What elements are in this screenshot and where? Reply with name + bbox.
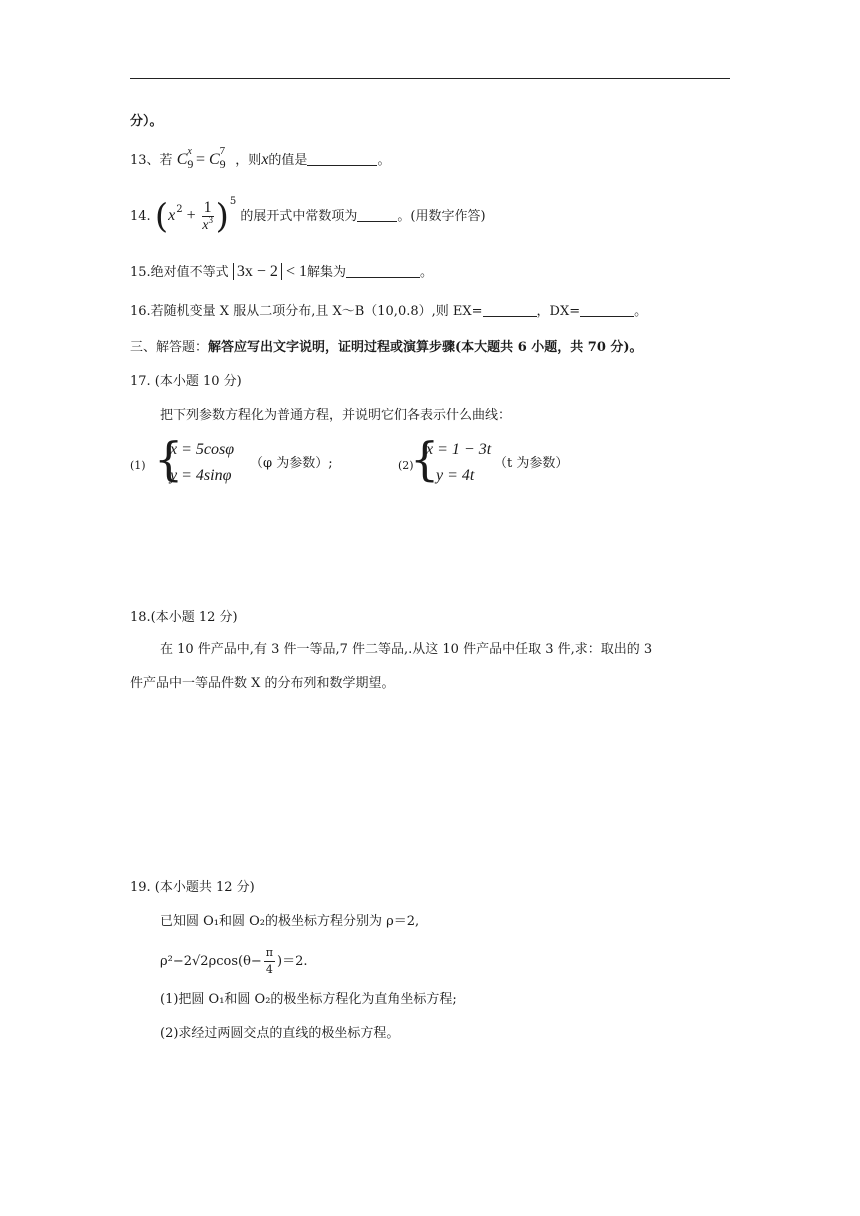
q18-line2: 件产品中一等品件数 X 的分布列和数学期望。 xyxy=(130,676,395,691)
q17-part1-eq1: x = 5cosφ xyxy=(170,441,235,458)
q13-end: 。 xyxy=(377,153,391,168)
q19-header: 19. (本小题共 12 分) xyxy=(130,880,255,895)
q17-part2-eq1: x = 1 − 3t xyxy=(426,441,492,458)
q16-text: 16.若随机变量 X 服从二项分布,且 X～B（10,0.8）,则 EX= xyxy=(130,304,483,319)
q13-suffix: 的值是 xyxy=(268,153,308,168)
question-16 xyxy=(130,302,647,322)
header-rule xyxy=(130,78,730,79)
section-3-instructions: 解答应写出文字说明，证明过程或演算步骤(本大题共 6 小题，共 70 分)。 xyxy=(208,340,643,355)
q18-header: 18.(本小题 12 分) xyxy=(130,610,238,625)
q16-mid: ，DX= xyxy=(536,304,581,319)
q14-tail: 。(用数字作答) xyxy=(397,209,486,224)
q17-part2-label: (2) xyxy=(398,459,414,472)
q17-part2-param: （t 为参数） xyxy=(494,456,569,471)
section-3-heading xyxy=(130,338,643,358)
q15-abs-expr: 3x − 2 xyxy=(233,263,282,280)
q19-four: 4 xyxy=(265,963,273,976)
q14-fraction: $\frac{1}{x^3}$ xyxy=(202,198,213,233)
q13-answer-blank[interactable] xyxy=(307,151,377,166)
q19-eq-left: ρ²−2√2ρcos(θ− xyxy=(160,954,262,969)
q19-item2: (2)求经过两圆交点的直线的极坐标方程。 xyxy=(160,1026,400,1041)
q17-part2-brace: { xyxy=(410,432,440,486)
q18-line1: 在 10 件产品中,有 3 件一等品,7 件二等品,.从这 10 件产品中任取 3 件,求：取出的 3 xyxy=(160,642,653,657)
section-3-label: 三、解答题： xyxy=(130,340,209,355)
q13-var: x xyxy=(261,151,269,168)
q14-number: 14. xyxy=(130,209,151,224)
question-13: 13、若 $C9^x = C9^7$ ，则x的值是 。 xyxy=(130,145,391,171)
q15-tail: 解集为 xyxy=(307,265,347,280)
question-14: 14. ($x^2$ + $\frac{1}{x^3}$ )$^5$ 的展开式中常数项为 。(用数字作答) xyxy=(130,196,486,237)
q15-end: 。 xyxy=(420,265,434,280)
q15-rhs: < 1 xyxy=(286,263,308,280)
q17-part1-eq2: y = 4sinφ xyxy=(170,467,232,484)
q19-pi: π xyxy=(264,945,275,962)
q13-mid: ，则 xyxy=(235,153,262,168)
q13-prefix: 13、若 xyxy=(130,153,173,168)
question-15 xyxy=(130,262,433,283)
q14-text: 的展开式中常数项为 xyxy=(240,209,358,224)
q15-text: 15.绝对值不等式 xyxy=(130,265,229,280)
q16-dx-blank[interactable] xyxy=(580,302,634,317)
q14-answer-blank[interactable] xyxy=(357,207,397,222)
q17-header: 17. (本小题 10 分) xyxy=(130,374,242,389)
q17-part2-eq2: y = 4t xyxy=(436,467,475,484)
q15-answer-blank[interactable] xyxy=(346,263,420,278)
q19-item1: (1)把圆 O₁和圆 O₂的极坐标方程化为直角坐标方程; xyxy=(160,992,457,1007)
q16-end: 。 xyxy=(634,304,648,319)
q17-part1-label: (1) xyxy=(130,459,146,472)
q17-part1-brace: { xyxy=(154,432,184,486)
top-fragment: 分）。 xyxy=(130,114,163,129)
q19-pi-over-4 xyxy=(264,945,275,978)
q19-eq-right: )＝2. xyxy=(277,954,308,969)
q19-line2 xyxy=(160,944,308,980)
q17-part1-param: （φ 为参数）; xyxy=(250,456,333,471)
q17-intro: 把下列参数方程化为普通方程，并说明它们各表示什么曲线： xyxy=(160,408,512,423)
q19-line1: 已知圆 O₁和圆 O₂的极坐标方程分别为 ρ＝2, xyxy=(160,914,420,929)
q16-ex-blank[interactable] xyxy=(483,302,537,317)
